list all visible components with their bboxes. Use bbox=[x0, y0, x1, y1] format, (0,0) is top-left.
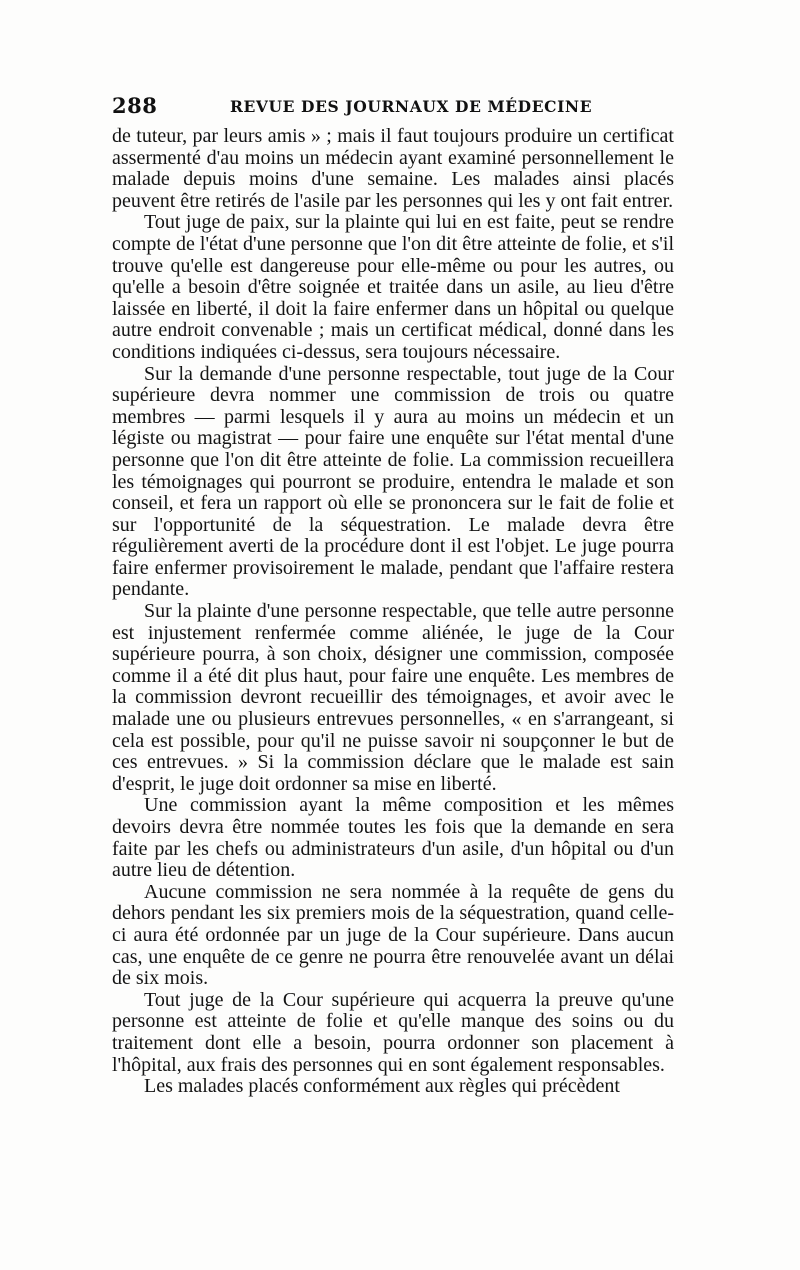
paragraph-juge-de-paix: Tout juge de paix, sur la plainte qui lui en est faite, peut se rendre compte de l'état d'une personne que l'on dit être atteinte de folie, et s'il trouve qu'elle est dangereuse pour elle-même ou pour les autres, ou qu'elle a besoin d'être soignée et traitée dans un asile, au lieu d'être laissée en liberté, il doit la faire enfermer dans un hôpital ou quelque autre endroit convenable ; mais un certificat médical, donné dans les conditions indiquées ci-dessus, sera toujours nécessaire. bbox=[112, 211, 674, 363]
paragraph-malades-places: Les malades placés conformément aux règles qui précèdent bbox=[144, 1075, 620, 1098]
paragraph-delai-six-mois: Aucune commission ne sera nommée à la requête de gens du dehors pendant les six premiers mois de la séquestration, quand celle-ci aura été ordonnée par un juge de la Cour supérieure. Dans aucun cas, une enquête de ce genre ne pourra être renouvelée avant un délai de six mois. bbox=[112, 880, 674, 990]
paragraph-plainte-sequestration: Sur la plainte d'une personne respectable, que telle autre personne est injustement renfermée comme aliénée, le juge de la Cour supérieure pourra, à son choix, désigner une commission, composée comme il a été dit plus haut, pour faire une enquête. Les membres de la commission devront recueillir des témoignages, et avoir avec le malade une ou plusieurs entrevues personnelles, « en s'arrangeant, si cela est possible, pour qu'il ne puisse savoir ni soupçonner le but de ces entrevues. » Si la commission déclare que le malade est sain d'esprit, le juge doit ordonner sa mise en liberté. bbox=[112, 600, 674, 795]
page-header bbox=[112, 93, 674, 123]
paragraph-continuation: de tuteur, par leurs amis » ; mais il faut toujours produire un certificat assermenté d'au moins un médecin ayant examiné personnellement le malade depuis moins d'une semaine. Les malades ainsi placés peuvent être retirés de l'asile par les personnes qui les y ont fait entrer. bbox=[112, 125, 674, 212]
page-number: 288 bbox=[112, 93, 158, 118]
paragraph-placement-hopital: Tout juge de la Cour supérieure qui acquerra la preuve qu'une personne est atteinte de folie et qu'elle manque des soins ou du traitement dont elle a besoin, pourra ordonner son placement à l'hôpital, aux frais des personnes qui en sont également responsables. bbox=[112, 988, 674, 1076]
paragraph-commission-asile: Une commission ayant la même composition et les mêmes devoirs devra être nommée toutes les fois que la demande en sera faite par les chefs ou administrateurs d'un asile, d'un hôpital ou d'un autre lieu de détention. bbox=[112, 794, 674, 882]
paragraph-demande-commission: Sur la demande d'une personne respectable, tout juge de la Cour supérieure devra nommer une commission de trois ou quatre membres — parmi lesquels il y aura au moins un médecin et un légiste ou magistrat — pour faire une enquête sur l'état mental d'une personne que l'on dit être atteinte de folie. La commission recueillera les témoignages qui pourront se produire, entendra le malade et son conseil, et fera un rapport où elle se prononcera sur le fait de folie et sur l'opportunité de la séquestration. Le malade devra être régulièrement averti de la procédure dont il est l'objet. Le juge pourra faire enfermer provisoirement le malade, pendant que l'affaire restera pendante. bbox=[112, 362, 674, 601]
running-head: REVUE DES JOURNAUX DE MÉDECINE bbox=[230, 97, 593, 116]
body-text bbox=[112, 126, 674, 1098]
